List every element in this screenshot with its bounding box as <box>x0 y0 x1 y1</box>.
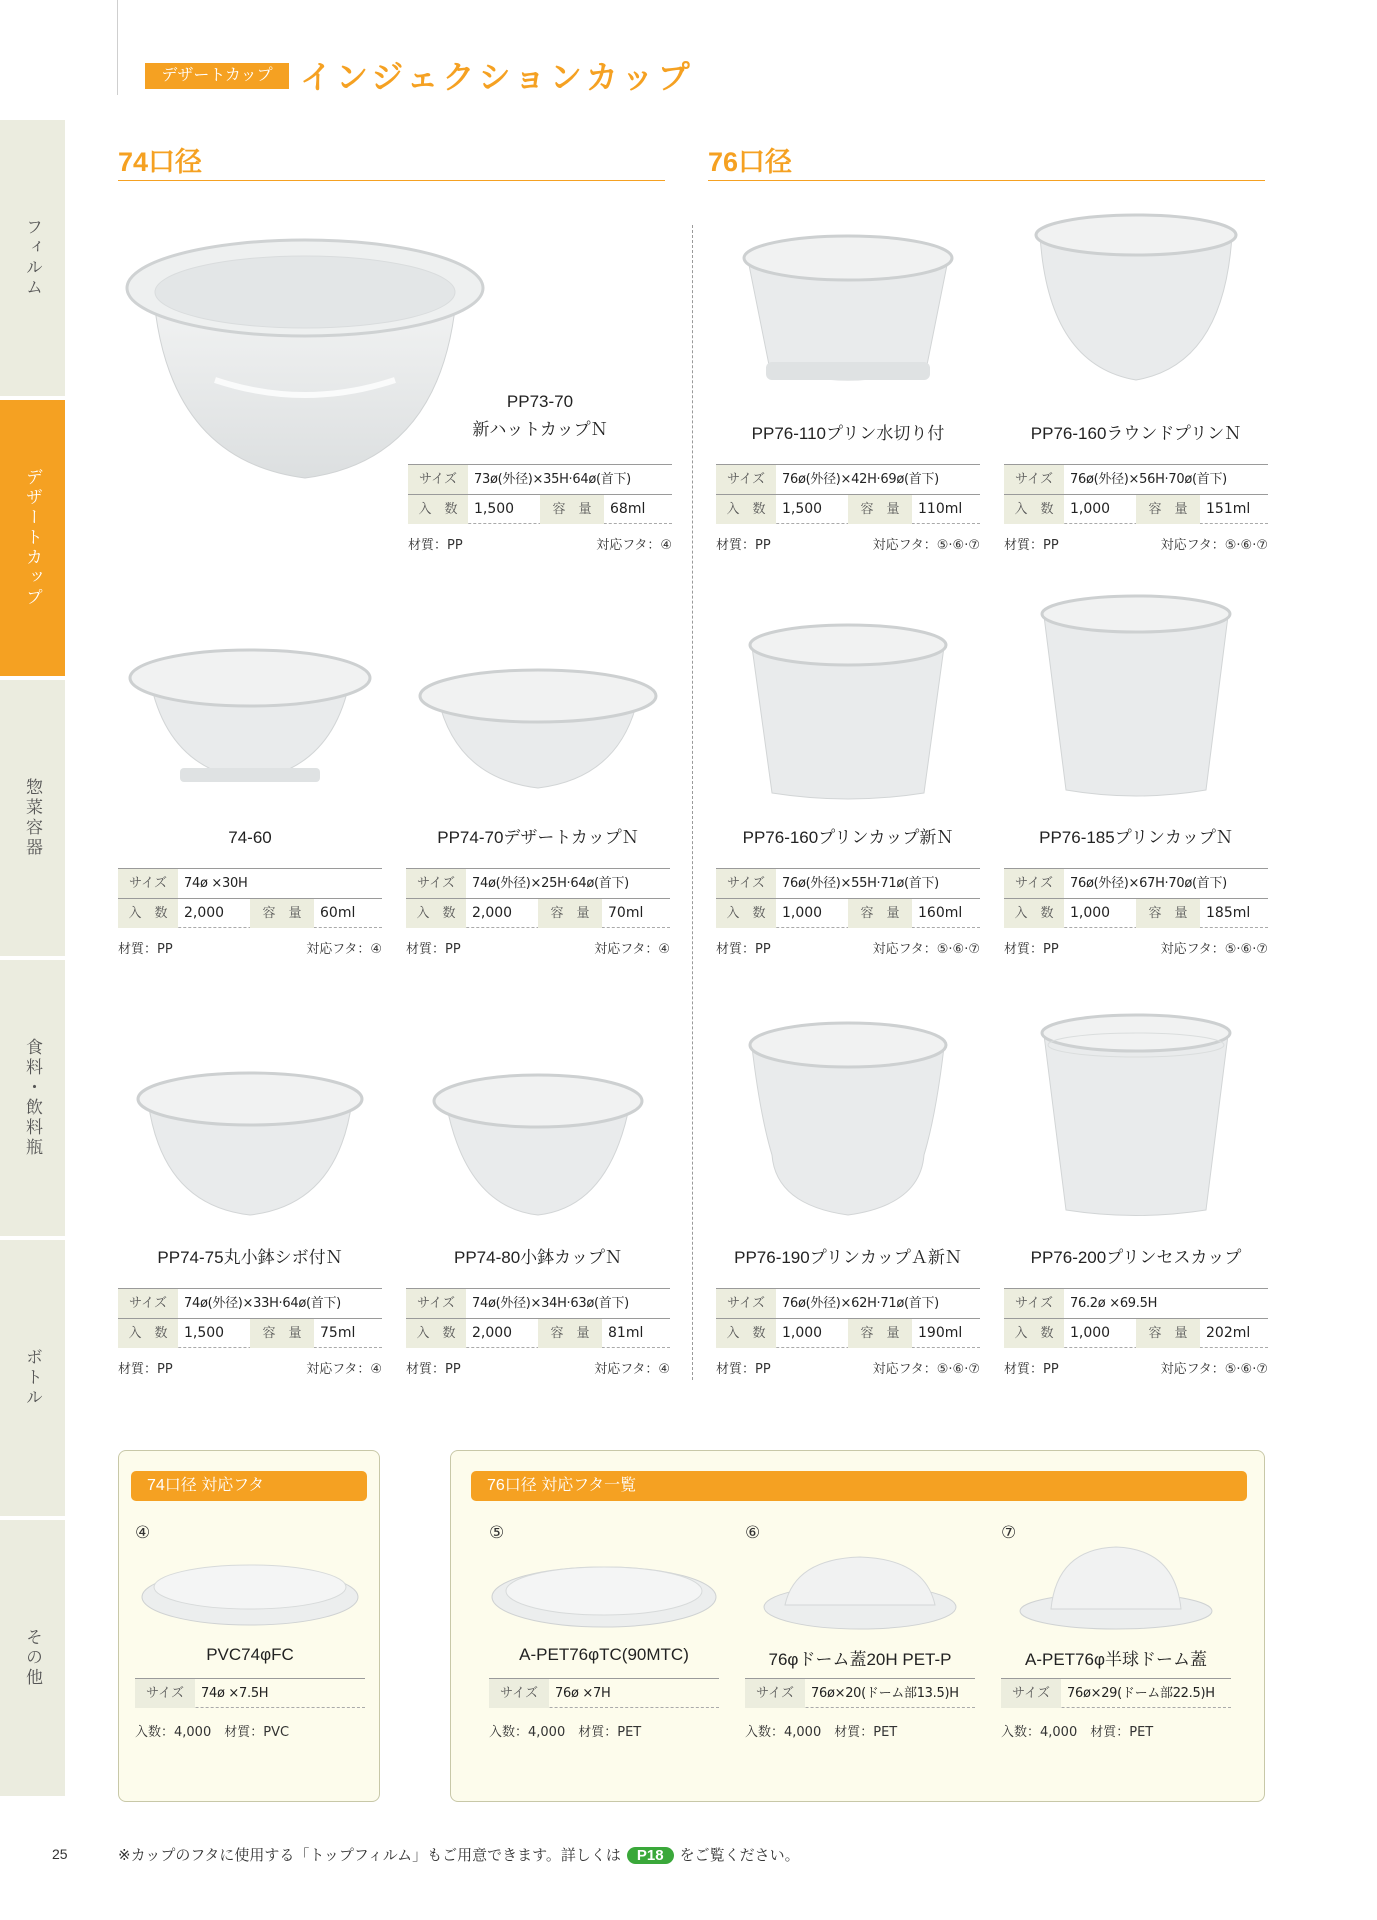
capacity-label: 容 量 <box>1136 495 1200 524</box>
footer-note-text: ※カップのフタに使用する「トップフィルム」もご用意できます。詳しくは <box>118 1846 621 1864</box>
material: 材質：PP <box>1004 1362 1059 1377</box>
lids-76-box <box>450 1450 1265 1802</box>
size-label: サイズ <box>489 1679 549 1708</box>
cup-image <box>716 1015 980 1225</box>
lid-spec <box>135 1678 365 1708</box>
footer-note <box>118 1844 800 1865</box>
size-value: 74ø(外径)×33H·64ø(首下) <box>184 1296 341 1311</box>
capacity-label: 容 量 <box>250 899 314 928</box>
size-label: サイズ <box>716 869 776 898</box>
qty-label: 入 数 <box>406 899 466 928</box>
size-label: サイズ <box>406 1289 466 1318</box>
lid-material: 材質：PVC <box>224 1725 290 1740</box>
qty-value: 1,000 <box>782 1325 823 1341</box>
capacity-label: 容 量 <box>848 899 912 928</box>
page-reference-badge[interactable]: P18 <box>627 1847 674 1864</box>
compatible-lid: 対応フタ：⑤·⑥·⑦ <box>872 1362 980 1377</box>
side-tab-label: デザートカップ <box>22 468 42 608</box>
size-label: サイズ <box>1001 1679 1061 1708</box>
compatible-lid: 対応フタ：⑤·⑥·⑦ <box>1160 538 1268 553</box>
lid-image <box>489 1545 719 1635</box>
spec-table <box>716 868 980 928</box>
material: 材質：PP <box>716 538 771 553</box>
qty-label: 入 数 <box>406 1319 466 1348</box>
capacity-value: 110ml <box>918 501 963 517</box>
lid-material: 材質：PET <box>1090 1725 1154 1740</box>
lid-spec <box>489 1678 719 1708</box>
lid-details <box>135 1721 289 1740</box>
lids-74-box <box>118 1450 380 1802</box>
compatible-lid: 対応フタ：⑤·⑥·⑦ <box>1160 942 1268 957</box>
lid-details <box>489 1721 641 1740</box>
size-value: 76ø(外径)×55H·71ø(首下) <box>782 876 939 891</box>
lids-76-title: 76口径 対応フタ一覧 <box>471 1471 1247 1501</box>
qty-value: 1,000 <box>782 905 823 921</box>
size-label: サイズ <box>745 1679 805 1708</box>
spec-table <box>406 868 670 928</box>
compatible-lid: 対応フタ：⑤·⑥·⑦ <box>1160 1362 1268 1377</box>
qty-label: 入 数 <box>1004 495 1064 524</box>
spec-table <box>1004 868 1268 928</box>
lid-spec <box>1001 1678 1231 1708</box>
capacity-value: 185ml <box>1206 905 1251 921</box>
section-title-76: 76口径 <box>708 147 793 177</box>
size-value: 76ø(外径)×62H·71ø(首下) <box>782 1296 939 1311</box>
qty-value: 2,000 <box>472 905 513 921</box>
side-tab-film[interactable] <box>0 120 65 398</box>
capacity-value: 81ml <box>608 1325 644 1341</box>
compatible-lid: 対応フタ：④ <box>306 1362 382 1377</box>
lid-name: 76φドーム蓋20H PET-P <box>768 1650 952 1669</box>
size-label: サイズ <box>135 1679 195 1708</box>
compatible-lid: 対応フタ：⑤·⑥·⑦ <box>872 538 980 553</box>
material: 材質：PP <box>118 942 173 957</box>
capacity-label: 容 量 <box>848 495 912 524</box>
lid-qty: 入数：4,000 <box>135 1725 212 1740</box>
qty-value: 1,500 <box>474 501 515 517</box>
material: 材質：PP <box>406 1362 461 1377</box>
product-name: PP76-185プリンカップＮ <box>1039 828 1233 847</box>
section-rule <box>118 180 665 181</box>
lid-name: A-PET76φ半球ドーム蓋 <box>1025 1650 1207 1669</box>
size-label: サイズ <box>118 1289 178 1318</box>
spec-table <box>716 464 980 524</box>
size-value: 74ø ×30H <box>184 876 248 891</box>
cup-image <box>716 615 980 805</box>
size-value: 74ø ×7.5H <box>201 1686 269 1701</box>
spec-table <box>118 1288 382 1348</box>
side-tab-label: ボトル <box>22 1348 42 1408</box>
qty-value: 1,000 <box>1070 905 1111 921</box>
lid-details <box>1001 1721 1153 1740</box>
size-label: サイズ <box>118 869 178 898</box>
capacity-label: 容 量 <box>538 899 602 928</box>
lid-image <box>135 1545 365 1635</box>
lid-name: PVC74φFC <box>206 1645 294 1664</box>
capacity-label: 容 量 <box>540 495 604 524</box>
size-label: サイズ <box>1004 869 1064 898</box>
product-name: PP76-200プリンセスカップ <box>1030 1248 1242 1267</box>
material: 材質：PP <box>118 1362 173 1377</box>
side-tab-label: 食料・飲料瓶 <box>22 1038 42 1158</box>
qty-label: 入 数 <box>1004 899 1064 928</box>
size-value: 76ø ×7H <box>555 1686 611 1701</box>
product-name: PP76-190プリンカップＡ新Ｎ <box>734 1248 962 1267</box>
qty-label: 入 数 <box>716 495 776 524</box>
size-value: 76.2ø ×69.5H <box>1070 1296 1158 1311</box>
side-tab-label: フィルム <box>22 218 42 298</box>
qty-value: 2,000 <box>184 905 225 921</box>
lid-spec <box>745 1678 975 1708</box>
side-tab-label: 惣菜容器 <box>22 778 42 858</box>
cup-image <box>1004 205 1268 400</box>
size-value: 73ø(外径)×35H·64ø(首下) <box>474 472 631 487</box>
side-tab-label: その他 <box>22 1628 42 1688</box>
qty-label: 入 数 <box>118 899 178 928</box>
size-value: 74ø(外径)×34H·63ø(首下) <box>472 1296 629 1311</box>
lid-number: ⑤ <box>489 1523 505 1542</box>
header-divider <box>117 0 118 95</box>
lid-qty: 入数：4,000 <box>1001 1725 1078 1740</box>
lid-number: ⑦ <box>1001 1523 1017 1542</box>
compatible-lid: 対応フタ：④ <box>596 538 672 553</box>
capacity-value: 190ml <box>918 1325 963 1341</box>
product-name: PP76-160プリンカップ新Ｎ <box>742 828 954 847</box>
lid-qty: 入数：4,000 <box>489 1725 566 1740</box>
page-title: インジェクションカップ <box>300 59 694 95</box>
product-name: PP74-75丸小鉢シボ付Ｎ <box>157 1248 343 1267</box>
lid-number: ⑥ <box>745 1523 761 1542</box>
size-value: 76ø×20(ドーム部13.5)H <box>811 1686 959 1701</box>
qty-value: 2,000 <box>472 1325 513 1341</box>
qty-label: 入 数 <box>408 495 468 524</box>
compatible-lid: 対応フタ：⑤·⑥·⑦ <box>872 942 980 957</box>
spec-table <box>118 868 382 928</box>
material: 材質：PP <box>1004 538 1059 553</box>
qty-value: 1,000 <box>1070 501 1111 517</box>
product-name-line2: 新ハットカップＮ <box>472 420 608 439</box>
cup-image <box>1004 1005 1268 1225</box>
qty-label: 入 数 <box>1004 1319 1064 1348</box>
capacity-value: 160ml <box>918 905 963 921</box>
cup-image <box>118 1065 382 1225</box>
capacity-value: 60ml <box>320 905 356 921</box>
lids-74-title: 74口径 対応フタ <box>131 1471 367 1501</box>
capacity-label: 容 量 <box>1136 1319 1200 1348</box>
spec-table <box>406 1288 670 1348</box>
qty-value: 1,500 <box>184 1325 225 1341</box>
spec-table <box>1004 1288 1268 1348</box>
cup-image <box>118 640 382 800</box>
size-label: サイズ <box>716 1289 776 1318</box>
column-divider <box>692 225 693 1380</box>
capacity-value: 151ml <box>1206 501 1251 517</box>
page-number: 25 <box>52 1846 68 1862</box>
section-rule <box>708 180 1265 181</box>
material: 材質：PP <box>1004 942 1059 957</box>
material: 材質：PP <box>716 1362 771 1377</box>
capacity-value: 70ml <box>608 905 644 921</box>
lid-image <box>745 1545 975 1635</box>
capacity-label: 容 量 <box>250 1319 314 1348</box>
product-name: PP74-80小鉢カップＮ <box>454 1248 622 1267</box>
spec-table <box>1004 464 1268 524</box>
qty-label: 入 数 <box>716 1319 776 1348</box>
compatible-lid: 対応フタ：④ <box>306 942 382 957</box>
spec-table <box>408 464 672 524</box>
product-name: 74-60 <box>228 828 272 847</box>
size-label: サイズ <box>1004 1289 1064 1318</box>
capacity-value: 202ml <box>1206 1325 1251 1341</box>
size-value: 76ø×29(ドーム部22.5)H <box>1067 1686 1215 1701</box>
size-value: 76ø(外径)×67H·70ø(首下) <box>1070 876 1227 891</box>
material: 材質：PP <box>406 942 461 957</box>
capacity-label: 容 量 <box>538 1319 602 1348</box>
lid-number: ④ <box>135 1523 151 1542</box>
lid-details <box>745 1721 897 1740</box>
side-tab-other[interactable] <box>0 1520 65 1798</box>
footer-note-text-end: をご覧ください。 <box>679 1846 800 1864</box>
lid-material: 材質：PET <box>834 1725 898 1740</box>
product-name: PP76-160ラウンドプリンＮ <box>1030 424 1242 443</box>
size-label: サイズ <box>408 465 468 494</box>
qty-label: 入 数 <box>716 899 776 928</box>
bowl-image <box>125 230 485 490</box>
qty-value: 1,000 <box>1070 1325 1111 1341</box>
size-value: 76ø(外径)×56H·70ø(首下) <box>1070 472 1227 487</box>
compatible-lid: 対応フタ：④ <box>594 942 670 957</box>
side-tab-deli-container[interactable] <box>0 680 65 958</box>
lid-qty: 入数：4,000 <box>745 1725 822 1740</box>
size-value: 74ø(外径)×25H·64ø(首下) <box>472 876 629 891</box>
spec-table <box>716 1288 980 1348</box>
lid-name: A-PET76φTC(90MTC) <box>519 1645 689 1664</box>
size-label: サイズ <box>406 869 466 898</box>
qty-label: 入 数 <box>118 1319 178 1348</box>
cup-image <box>1004 590 1268 805</box>
size-label: サイズ <box>716 465 776 494</box>
material: 材質：PP <box>716 942 771 957</box>
size-label: サイズ <box>1004 465 1064 494</box>
category-tag: デザートカップ <box>145 63 289 89</box>
capacity-label: 容 量 <box>1136 899 1200 928</box>
capacity-label: 容 量 <box>848 1319 912 1348</box>
side-tab-food-beverage-jar[interactable] <box>0 960 65 1238</box>
compatible-lid: 対応フタ：④ <box>594 1362 670 1377</box>
cup-image <box>406 660 670 805</box>
lid-material: 材質：PET <box>578 1725 642 1740</box>
material: 材質：PP <box>408 538 463 553</box>
side-tab-dessert-cup[interactable] <box>0 400 65 678</box>
lid-image <box>1001 1545 1231 1635</box>
product-name: PP76-110プリン水切り付 <box>751 424 945 443</box>
size-value: 76ø(外径)×42H·69ø(首下) <box>782 472 939 487</box>
product-name: PP73-70 <box>506 392 574 411</box>
qty-value: 1,500 <box>782 501 823 517</box>
side-tab-bottle[interactable] <box>0 1240 65 1518</box>
capacity-value: 75ml <box>320 1325 356 1341</box>
product-name: PP74-70デザートカップＮ <box>437 828 639 847</box>
cup-image <box>716 220 980 400</box>
capacity-value: 68ml <box>610 501 646 517</box>
cup-image <box>406 1065 670 1225</box>
section-title-74: 74口径 <box>118 147 203 177</box>
